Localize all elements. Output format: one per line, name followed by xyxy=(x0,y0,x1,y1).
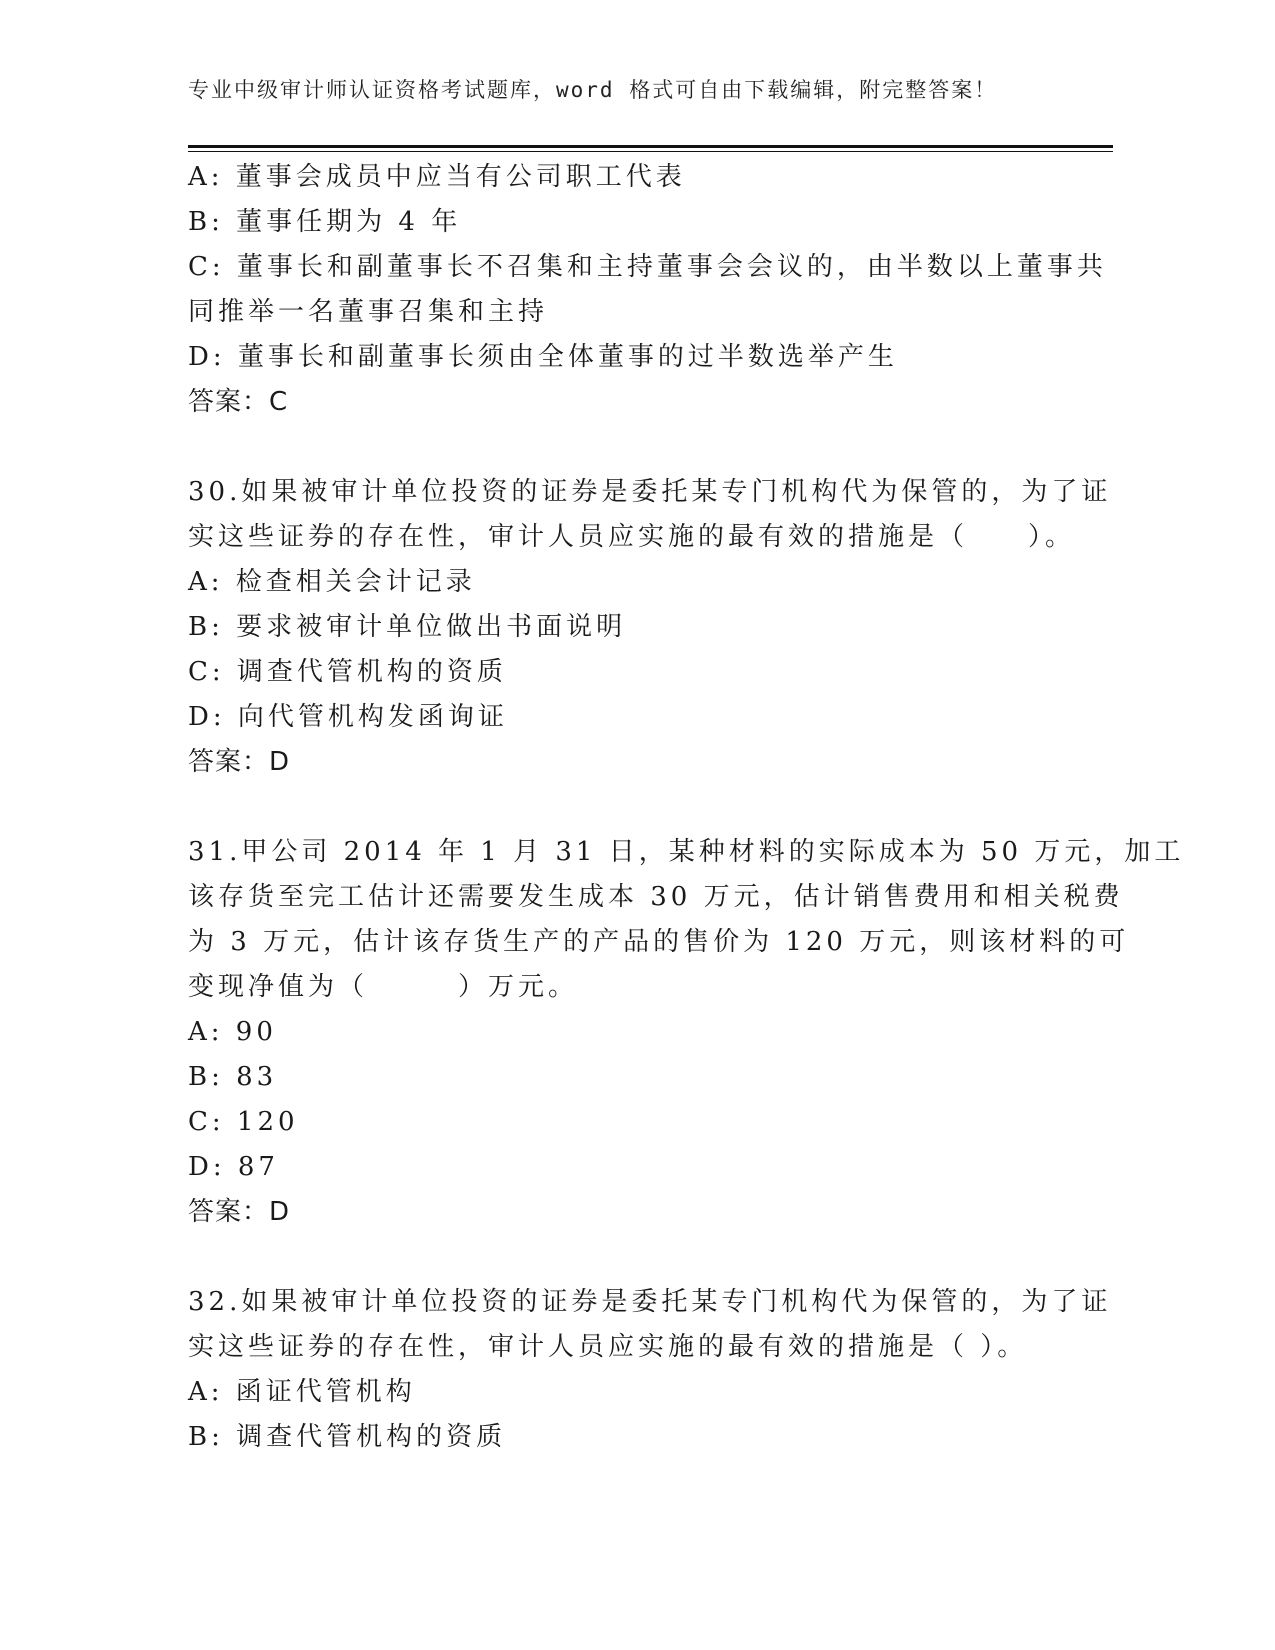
answer: 答案：C xyxy=(188,387,289,417)
option-c: C: 120 xyxy=(188,1107,299,1137)
question-stem: 该存货至完工估计还需要发生成本 30 万元，估计销售费用和相关税费 xyxy=(188,882,1124,912)
option-b: B: 董事任期为 4 年 xyxy=(188,207,462,237)
spacer xyxy=(188,1235,1088,1280)
spacer xyxy=(188,425,1088,470)
option-b: B: 83 xyxy=(188,1062,278,1092)
option-d: D: 董事长和副董事长须由全体董事的过半数选举产生 xyxy=(188,342,898,372)
question-stem: 为 3 万元，估计该存货生产的产品的售价为 120 万元，则该材料的可 xyxy=(188,927,1130,957)
question-stem: 31.甲公司 2014 年 1 月 31 日，某种材料的实际成本为 50 万元，加工 xyxy=(188,837,1185,867)
option-a: A: 检查相关会计记录 xyxy=(188,567,476,597)
option-c: C: 董事长和副董事长不召集和主持董事会会议的，由半数以上董事共 xyxy=(188,252,1107,282)
option-d: D: 87 xyxy=(188,1152,279,1182)
spacer xyxy=(188,785,1088,830)
header-rule-thin xyxy=(188,151,1113,152)
question-stem: 变现净值为（ ）万元。 xyxy=(188,972,579,1002)
option-a: A: 函证代管机构 xyxy=(188,1377,416,1407)
option-c-continued: 同推举一名董事召集和主持 xyxy=(188,297,549,327)
question-stem: 32.如果被审计单位投资的证券是委托某专门机构代为保管的，为了证 xyxy=(188,1287,1112,1317)
option-d: D: 向代管机构发函询证 xyxy=(188,702,508,732)
question-32 xyxy=(188,1280,1112,1460)
question-31 xyxy=(188,830,1185,1235)
header-rule-thick xyxy=(188,145,1113,148)
question-30 xyxy=(188,470,1112,785)
question-stem: 实这些证券的存在性，审计人员应实施的最有效的措施是（ ）。 xyxy=(188,522,1076,552)
question-29 xyxy=(188,155,1107,425)
option-c: C: 调查代管机构的资质 xyxy=(188,657,507,687)
option-b: B: 要求被审计单位做出书面说明 xyxy=(188,612,627,642)
option-a: A: 90 xyxy=(188,1017,277,1047)
page-header: 专业中级审计师认证资格考试题库，word 格式可自由下载编辑，附完整答案！ xyxy=(188,78,998,102)
option-b: B: 调查代管机构的资质 xyxy=(188,1422,507,1452)
answer: 答案：D xyxy=(188,747,291,777)
option-a: A: 董事会成员中应当有公司职工代表 xyxy=(188,162,686,192)
question-stem: 实这些证券的存在性，审计人员应实施的最有效的措施是（ ）。 xyxy=(188,1332,1028,1362)
question-stem: 30.如果被审计单位投资的证券是委托某专门机构代为保管的，为了证 xyxy=(188,477,1112,507)
answer: 答案：D xyxy=(188,1197,291,1227)
question-list xyxy=(188,155,1185,1460)
